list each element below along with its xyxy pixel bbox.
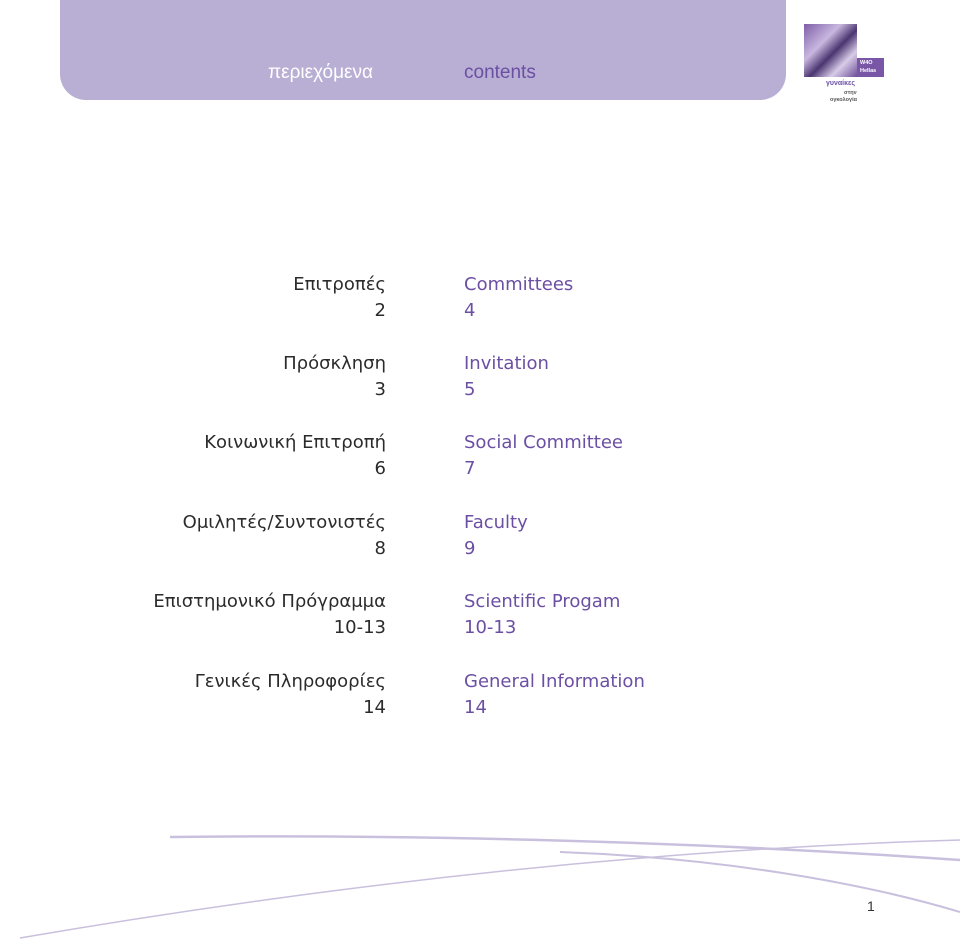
toc-page-greek: 6 — [374, 458, 386, 479]
swoosh-line-middle — [20, 840, 960, 938]
toc-title-greek: Επιτροπές — [293, 274, 386, 295]
logo-image — [804, 24, 857, 77]
logo-text-women: γυναίκες — [826, 80, 855, 87]
toc-page-english: 9 — [464, 538, 476, 559]
toc-page-greek: 14 — [363, 697, 386, 718]
logo-text-oncology: ογκολογία — [830, 97, 857, 103]
toc-page-greek: 3 — [374, 379, 386, 400]
toc-title-english: Invitation — [464, 353, 549, 374]
toc-page-english: 14 — [464, 697, 487, 718]
header-title-greek: περιεχόμενα — [268, 62, 374, 83]
toc-title-greek: Πρόσκληση — [283, 353, 386, 374]
logo-text-in: στην — [844, 90, 857, 96]
toc-page-greek: 2 — [374, 300, 386, 321]
decorative-swoosh — [0, 820, 960, 943]
logo-text-w4o: W4O — [860, 60, 873, 66]
header-band — [60, 0, 786, 100]
w4o-hellas-logo — [804, 24, 884, 110]
toc-page-english: 5 — [464, 379, 476, 400]
toc-title-greek: Επιστημονικό Πρόγραμμα — [153, 591, 386, 612]
toc-title-english: Committees — [464, 274, 574, 295]
toc-page-greek: 8 — [374, 538, 386, 559]
logo-text-hellas: Hellas — [860, 68, 877, 74]
swoosh-line-top — [170, 836, 960, 860]
toc-title-english: Social Committee — [464, 432, 624, 453]
toc-title-greek: Ομιλητές/Συντονιστές — [182, 512, 386, 533]
toc-title-english: Faculty — [464, 512, 528, 533]
toc-page-greek: 10-13 — [333, 617, 386, 638]
swoosh-line-bottom — [560, 852, 960, 912]
toc-page-english: 4 — [464, 300, 476, 321]
toc-page-english: 10-13 — [464, 617, 517, 638]
toc-title-english: Scientific Progam — [464, 591, 621, 612]
toc-title-greek: Γενικές Πληροφορίες — [194, 671, 386, 692]
page-number: 1 — [867, 898, 875, 914]
header-title-english: contents — [464, 62, 536, 83]
toc-page-english: 7 — [464, 458, 476, 479]
toc-title-english: General Information — [464, 671, 645, 692]
toc-title-greek: Κοινωνική Επιτροπή — [204, 432, 386, 453]
